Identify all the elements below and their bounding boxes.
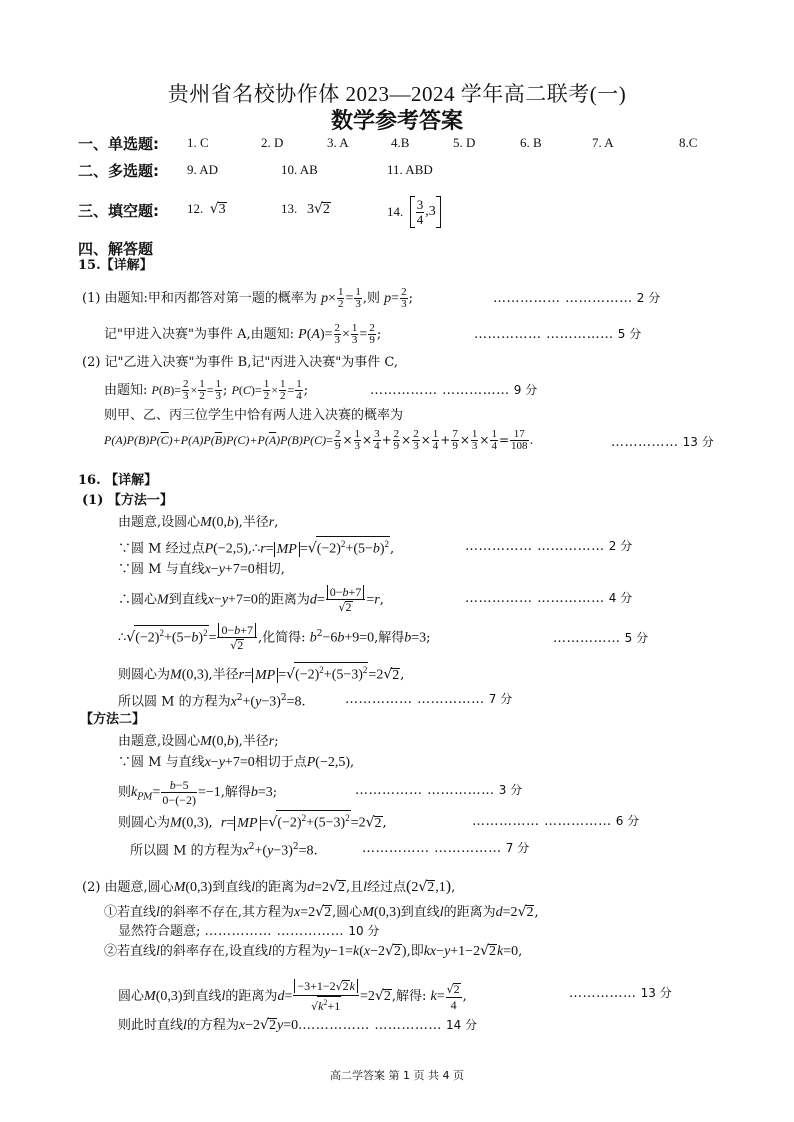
answer-8: 8.C: [679, 135, 698, 150]
page-subtitle: 数学参考答案: [330, 108, 463, 133]
answer-12-radicand: 3: [218, 202, 226, 217]
q16-m1-line1: 由题意,设圆心M(0,b),半径r,: [118, 515, 279, 530]
q15-line3: (2) 记"乙进入决赛"为事件 B,记"丙进入决赛"为事件 C,: [82, 355, 399, 370]
q16-m2-line4: 则圆心为M(0,3), r= MP $=√(-2)^2+(5-3)^2=2√2$,: [118, 810, 387, 833]
q15-heading: 15.【详解】: [78, 258, 153, 273]
section-solution-label: 四、解答题: [78, 240, 154, 258]
question-number-12: 12.: [187, 201, 204, 216]
q16-case2-line3: 则此时直线l的方程为x−2√2y=0.…………… …………… 14 分: [118, 1017, 478, 1033]
score-14: 14 分: [446, 1018, 478, 1032]
q16-m2-line5: 所以圆 M 的方程为$x^2+(y-3)^2=8$.: [130, 842, 318, 859]
fill-answer-12: 12. √3: [187, 201, 226, 217]
score-6: 6 分: [615, 814, 640, 828]
q16-part2-line1: (2) 由题意,圆心M(0,3)到直线l的距离为d=2√2,且l经过点(2√2,1),: [82, 878, 456, 895]
q16-m2-line3: 则$k_{PM}=$ $\frac{b-5}{0-(-2)}$ =−1,解得b=3;: [118, 778, 278, 807]
score-4: 4 分: [608, 591, 633, 605]
section-multi-choice-label: 二、多选题:: [78, 162, 159, 180]
q16-m1-line7: 所以圆 M 的方程为$x^2+(y-3)^2=8$.: [118, 693, 306, 710]
score-7b: 7 分: [505, 841, 530, 855]
q16-case2-line2: 圆心M(0,3)到直线l的距离为d= $\frac{-3+1-2√2k}{√k^2+1}$ =2√2,解得: k= $\frac{√2}{4}$ ,: [118, 979, 467, 1013]
q16-m1-line4: ∴圆心M到直线x−y+7=0的距离为d= $\frac{0-b+7}{√2}$ =r,: [118, 585, 384, 614]
q15-line6: $P(A)P(B)P(\overline{C})+P(A)P(\overline{B})P(C)+P(\overline{A})P(B)P(C)=$ $\frac{2}{9}$ × $\frac{1}{3}$ × $\frac{3}{4}$ + $\frac{2}{9}$ × $\frac{2}{3}$ × $\frac{1}{4}$ + $\frac{7}{9}$ × $\frac{1}{3}$ × $\frac{1}{4}$ = $\frac{17}{108}$ .: [104, 428, 534, 452]
q16-m1-line2: ∵圆 M 经过点P(−2,5),∴r= MP $=√(-2)^2+(5-b)^2$,: [118, 536, 394, 559]
score-7: 7 分: [488, 692, 513, 706]
answer-6: 6. B: [520, 135, 542, 150]
answer-9: 9. AD: [187, 162, 219, 177]
score-9: 9 分: [513, 383, 538, 397]
q15-line4: 由题知: P(B)= $\frac{2}{3}$ × $\frac{1}{2}$ = $\frac{1}{3}$ ; P(C)= $\frac{1}{2}$ × $\frac{1}{2}$ = $\frac{1}{4}$ ;: [104, 378, 309, 402]
fill-answer-14: 14. $\frac{3}{4}$ ,3: [387, 196, 441, 228]
fill-answer-13: 13. 3√2: [281, 201, 330, 217]
answer-1: 1. C: [187, 135, 209, 150]
page-title: 贵州省名校协作体 2023—2024 学年高二联考(一): [167, 82, 627, 106]
answer-4: 4.B: [391, 135, 410, 150]
score-5b: 5 分: [624, 631, 649, 645]
question-number-13: 13.: [281, 201, 298, 216]
answer-7: 7. A: [592, 135, 614, 150]
answer-11: 11. ABD: [387, 162, 433, 177]
answer-3: 3. A: [327, 135, 349, 150]
page-footer: 高二学答案 第 1 页 共 4 页: [330, 1069, 464, 1082]
q16-case1-line2: 显然符合题意; …………… …………… 10 分: [118, 924, 380, 939]
score-10: 10 分: [348, 924, 380, 938]
q16-m1-line3: ∵圆 M 与直线x−y+7=0相切,: [118, 562, 285, 577]
q16-method1-label: (1) 【方法一】: [82, 493, 173, 508]
answer-10: 10. AB: [281, 162, 318, 177]
score-2b: 2 分: [608, 539, 633, 553]
q15-line2: 记"甲进入决赛"为事件 A,由题知: P(A)= $\frac{2}{3}$ × $\frac{1}{3}$ = $\frac{2}{9}$ ;: [104, 322, 382, 346]
q16-case1-line1: ①若直线l的斜率不存在,其方程为x=2√2,圆心M(0,3)到直线l的距离为d=2√2,: [104, 904, 539, 920]
answer-2: 2. D: [261, 135, 284, 150]
section-single-choice-label: 一、单选题:: [78, 135, 159, 153]
q15-line1: (1) 由题知:甲和丙都答对第一题的概率为 p× $\frac{1}{2}$ = $\frac{1}{3}$ ,则 p= $\frac{2}{3}$ ;: [82, 286, 413, 310]
q16-m2-line1: 由题意,设圆心M(0,b),半径r;: [118, 734, 279, 749]
q16-m2-line2: ∵圆 M 与直线x−y+7=0相切于点P(−2,5),: [118, 755, 355, 770]
score-3: 3 分: [498, 783, 523, 797]
q15-line5: 则甲、乙、丙三位学生中恰有两人进入决赛的概率为: [104, 408, 404, 423]
section-fill-blank-label: 三、填空题:: [78, 202, 159, 220]
question-number-14: 14.: [387, 204, 404, 219]
q16-heading: 16. 【详解】: [78, 473, 158, 488]
q16-m1-line6: 则圆心为M(0,3),半径r= MP $=√(-2)^2+(5-3)^2=2√2$,: [118, 662, 404, 685]
score-2: 2 分: [636, 291, 661, 305]
q16-m1-line5: $\therefore√(-2)^2+(5-b)^2=$ $\frac{0-b+7}{√2}$ ,化简得: $b^2-6b+9=0$,解得b=3;: [118, 623, 431, 652]
score-5: 5 分: [617, 327, 642, 341]
q16-method2-label: 【方法二】: [80, 712, 146, 727]
score-13: 13 分: [682, 435, 714, 449]
score-13b: 13 分: [640, 986, 672, 1000]
q16-case2-line1: ②若直线l的斜率存在,设直线l的方程为y−1=k(x−2√2),即kx−y+1−2√2k=0,: [104, 943, 523, 959]
answer-5: 5. D: [453, 135, 476, 150]
